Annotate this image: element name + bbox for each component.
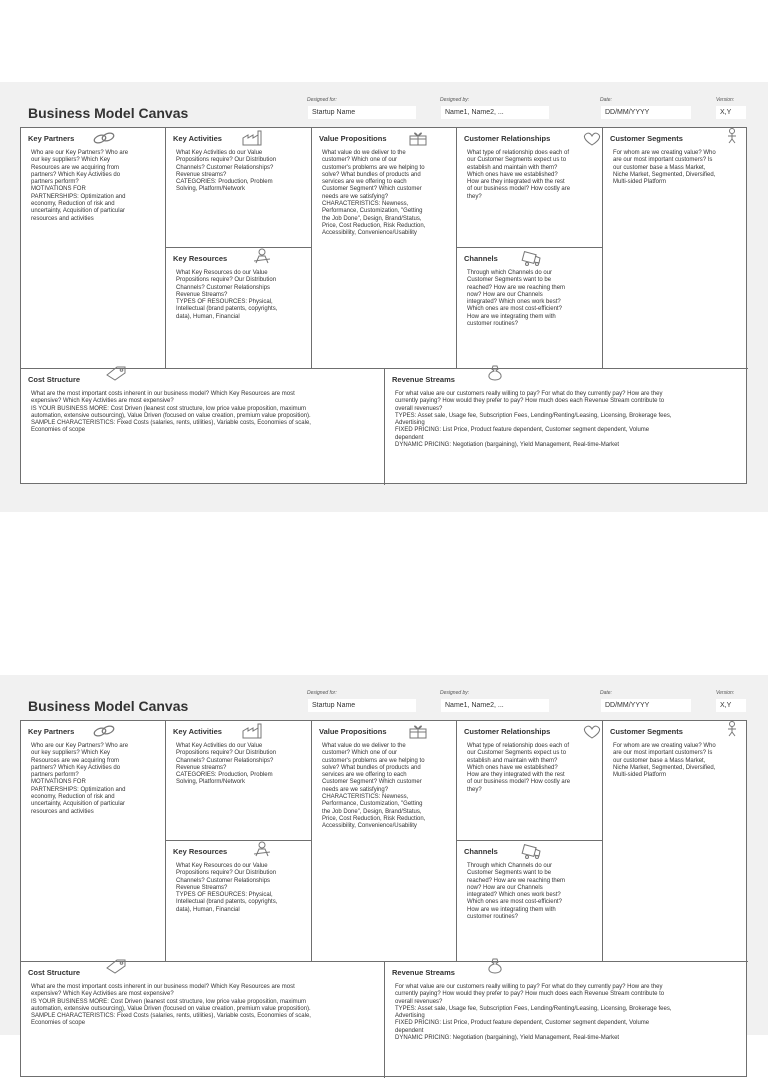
cost-structure-block[interactable]	[21, 962, 384, 1078]
text-line: Propositions require? Our Distribution	[176, 750, 277, 757]
text-line: Solving, Platform/Network	[176, 779, 246, 786]
text-line: services are we offering to each	[322, 772, 407, 779]
text-line: CHARACTERISTICS: Newness,	[322, 794, 409, 801]
worker-icon	[250, 841, 272, 857]
text-line: What type of relationship does each of	[467, 743, 570, 749]
customer-relationships-title: Customer Relationships	[464, 727, 551, 736]
date-field[interactable]: DD/MM/YYYY	[601, 699, 691, 712]
text-line: Channels? Customer Relationships?	[176, 757, 274, 764]
text-line: Channels? Customer Relationships	[176, 284, 271, 291]
customer-segments-title: Customer Segments	[610, 134, 683, 143]
canvas-grid	[20, 127, 747, 484]
truck-icon	[521, 843, 543, 859]
text-line: Revenue streams?	[176, 171, 227, 178]
text-line: customer's problems are we helping to	[322, 757, 425, 764]
text-line: data), Human, Financial	[176, 313, 240, 320]
channels-block[interactable]	[457, 248, 602, 368]
text-line: For what value are our customers really willing to pay? For what do they currently pay? How are they	[395, 391, 663, 397]
text-line: resources and activities	[31, 808, 94, 815]
customer-relationships-text	[467, 743, 570, 794]
text-line: MOTIVATIONS FOR	[31, 779, 86, 786]
revenue-streams-title: Revenue Streams	[392, 968, 455, 977]
version-field[interactable]: X,Y	[716, 106, 746, 119]
text-line: Revenue Streams?	[176, 291, 228, 298]
designed-for-field[interactable]: Startup Name	[308, 699, 416, 712]
factory-icon	[241, 130, 263, 146]
text-line: Through which Channels do our	[467, 270, 553, 276]
key-partners-title: Key Partners	[28, 727, 75, 736]
page-title: Business Model Canvas	[28, 698, 189, 714]
text-line: What Key Resources do our Value	[176, 270, 268, 276]
value-propositions-title: Value Propositions	[319, 727, 387, 736]
text-line: Price, Cost Reduction, Risk Reduction,	[322, 222, 426, 229]
text-line: of our business model? How costly are	[467, 186, 571, 193]
customer-relationships-block[interactable]	[457, 128, 602, 247]
cost-structure-text	[31, 984, 311, 1028]
customer-segments-title: Customer Segments	[610, 727, 683, 736]
heart-icon	[581, 724, 603, 740]
value-propositions-text	[322, 743, 425, 831]
value-propositions-block[interactable]	[312, 128, 456, 368]
canvas-grid	[20, 720, 747, 1077]
text-line: TYPES: Asset sale, Usage fee, Subscription Fees, Lending/Renting/Leasing, Licensing, Brokerage fees,	[395, 1005, 672, 1012]
text-line: reached? How are we reaching them	[467, 284, 566, 291]
text-line: Intellectual (brand patents, copyrights,	[176, 306, 278, 313]
text-line: TYPES: Asset sale, Usage fee, Subscription Fees, Lending/Renting/Leasing, Licensing, Brokerage fees,	[395, 412, 672, 419]
text-line: What Key Activities do our Value	[176, 150, 263, 156]
key-activities-text	[176, 743, 276, 787]
text-line: customer? Which one of our	[322, 750, 398, 757]
text-line: integrated? Which ones work best?	[467, 892, 561, 899]
key-activities-block[interactable]	[166, 128, 311, 247]
date-label: Date:	[600, 690, 612, 696]
key-partners-text	[31, 150, 128, 223]
text-line: now? How are our Channels	[467, 291, 543, 298]
text-line: Customer Segment? Which customer	[322, 186, 422, 193]
person-icon	[721, 128, 743, 144]
text-line: our Customer Segments expect us to	[467, 157, 567, 164]
key-activities-title: Key Activities	[173, 727, 222, 736]
revenue-streams-block[interactable]	[385, 369, 748, 485]
worker-icon	[250, 248, 272, 264]
key-resources-block[interactable]	[166, 841, 311, 961]
text-line: integrated? Which ones work best?	[467, 299, 561, 306]
text-line: economy, Reduction of risk and	[31, 794, 115, 801]
text-line: PARTNERSHIPS: Optimization and	[31, 786, 126, 793]
text-line: Customer Segment? Which customer	[322, 779, 422, 786]
channels-title: Channels	[464, 847, 498, 856]
key-resources-text	[176, 863, 277, 914]
text-line: uncertainty, Acquisition of particular	[31, 208, 125, 215]
text-line: Resources are we acquiring from	[31, 164, 120, 171]
value-propositions-text	[322, 150, 425, 238]
key-activities-text	[176, 150, 276, 194]
person-icon	[721, 721, 743, 737]
price-tag-icon	[105, 365, 127, 381]
text-line: the Job Done", Design, Brand/Status,	[322, 215, 422, 222]
cost-structure-block[interactable]	[21, 369, 384, 485]
customer-relationships-text	[467, 150, 570, 201]
key-partners-title: Key Partners	[28, 134, 75, 143]
text-line: our customer base a Mass Market,	[613, 164, 706, 171]
text-line: What are the most important costs inherent in our business model? Which Key Resources are most	[31, 984, 295, 990]
revenue-streams-title: Revenue Streams	[392, 375, 455, 384]
text-line: our Customer Segments expect us to	[467, 750, 567, 757]
text-line: Revenue streams?	[176, 764, 227, 771]
text-line: our key suppliers? Which Key	[31, 750, 111, 757]
customer-segments-block[interactable]	[603, 721, 748, 961]
revenue-streams-text	[395, 391, 672, 449]
customer-segments-block[interactable]	[603, 128, 748, 368]
designed-for-label: Designed for:	[307, 690, 337, 696]
text-line: CATEGORIES: Production, Problem	[176, 179, 273, 186]
text-line: PARTNERSHIPS: Optimization and	[31, 193, 126, 200]
designed-by-field[interactable]: Name1, Name2, ...	[441, 699, 549, 712]
price-tag-icon	[105, 958, 127, 974]
text-line: partners perform?	[31, 772, 79, 779]
text-line: Performance, Customization, "Getting	[322, 801, 423, 808]
text-line: What value do we deliver to the	[322, 150, 406, 156]
text-line: TYPES OF RESOURCES: Physical,	[176, 892, 273, 899]
text-line: How are we integrating them with	[467, 313, 556, 320]
key-activities-block[interactable]	[166, 721, 311, 840]
text-line: currently paying? How would they prefer to pay? How much does each Revenue Stream contribute to	[395, 991, 665, 998]
text-line: data), Human, Financial	[176, 906, 240, 913]
page-title: Business Model Canvas	[28, 105, 189, 121]
text-line: How are they integrated with the rest	[467, 772, 565, 779]
key-activities-title: Key Activities	[173, 134, 222, 143]
text-line: What value do we deliver to the	[322, 743, 406, 749]
cost-structure-title: Cost Structure	[28, 968, 81, 977]
text-line: Propositions require? Our Distribution	[176, 870, 277, 877]
text-line: currently paying? How would they prefer to pay? How much does each Revenue Stream contribute to	[395, 398, 665, 405]
text-line: Solving, Platform/Network	[176, 186, 246, 193]
text-line: FIXED PRICING: List Price, Product feature dependent, Customer segment dependent, Volume	[395, 1020, 650, 1027]
text-line: our key suppliers? Which Key	[31, 157, 111, 164]
customer-relationships-title: Customer Relationships	[464, 134, 551, 143]
key-partners-text	[31, 743, 128, 816]
text-line: Which ones are most cost-efficient?	[467, 306, 562, 313]
date-label: Date:	[600, 97, 612, 103]
version-field[interactable]: X,Y	[716, 699, 746, 712]
text-line: Which ones have we established?	[467, 171, 558, 178]
text-line: establish and maintain with them?	[467, 757, 558, 764]
text-line: they?	[467, 786, 482, 793]
text-line: economy, Reduction of risk and	[31, 201, 115, 208]
text-line: What type of relationship does each of	[467, 150, 570, 156]
text-line: IS YOUR BUSINESS MORE: Cost Driven (leanest cost structure, low price value proposition, maximum	[31, 405, 306, 412]
version-label: Version:	[716, 97, 735, 103]
text-line: resources and activities	[31, 215, 94, 222]
text-line: TYPES OF RESOURCES: Physical,	[176, 299, 273, 306]
text-line: partners? Which Key Activities do	[31, 171, 121, 178]
text-line: Advertising	[395, 1013, 425, 1020]
revenue-streams-block[interactable]	[385, 962, 748, 1078]
text-line: IS YOUR BUSINESS MORE: Cost Driven (leanest cost structure, low price value proposition, maximum	[31, 998, 306, 1005]
canvas-sheet	[0, 675, 768, 1042]
value-propositions-block[interactable]	[312, 721, 456, 961]
text-line: SAMPLE CHARACTERISTICS: Fixed Costs (salaries, rents, utilities), Variable costs, Economies of scale,	[31, 1013, 311, 1020]
text-line: How are they integrated with the rest	[467, 179, 565, 186]
text-line: customer routines?	[467, 321, 519, 328]
text-line: Resources are we acquiring from	[31, 757, 120, 764]
text-line: For whom are we creating value? Who	[613, 743, 716, 749]
text-line: the Job Done", Design, Brand/Status,	[322, 808, 422, 815]
key-resources-title: Key Resources	[173, 254, 228, 263]
text-line: are our most important customers? Is	[613, 750, 713, 757]
text-line: customer routines?	[467, 914, 519, 921]
designed-by-field[interactable]: Name1, Name2, ...	[441, 106, 549, 119]
text-line: Accessibility, Convenience/Usability	[322, 230, 417, 237]
text-line: Niche Market, Segmented, Diversified,	[613, 764, 716, 771]
text-line: solve? What bundles of products and	[322, 764, 421, 771]
chain-link-icon	[93, 724, 115, 740]
text-line: solve? What bundles of products and	[322, 171, 421, 178]
text-line: What are the most important costs inherent in our business model? Which Key Resources are most	[31, 391, 295, 397]
text-line: Channels? Customer Relationships	[176, 877, 271, 884]
text-line: Multi-sided Platform	[613, 179, 667, 186]
text-line: For whom are we creating value? Who	[613, 150, 716, 156]
text-line: dependent	[395, 1027, 424, 1034]
text-line: are our most important customers? Is	[613, 157, 713, 164]
customer-segments-text	[613, 743, 716, 779]
text-line: MOTIVATIONS FOR	[31, 186, 86, 193]
text-line: Advertising	[395, 420, 425, 427]
money-bag-icon	[484, 958, 506, 974]
text-line: overall revenues?	[395, 998, 443, 1005]
version-label: Version:	[716, 690, 735, 696]
text-line: customer's problems are we helping to	[322, 164, 425, 171]
channels-text	[467, 863, 565, 921]
text-line: DYNAMIC PRICING: Negotiation (bargaining), Yield Management, Real-time-Market	[395, 1035, 620, 1042]
text-line: Customer Segments want to be	[467, 277, 552, 284]
cost-structure-text	[31, 391, 311, 435]
channels-title: Channels	[464, 254, 498, 263]
text-line: overall revenues?	[395, 405, 443, 412]
chain-link-icon	[93, 131, 115, 147]
text-line: establish and maintain with them?	[467, 164, 558, 171]
text-line: expensive? Which Key Activities are most expensive?	[31, 398, 174, 405]
text-line: needs are we satisfying?	[322, 786, 389, 793]
text-line: Multi-sided Platform	[613, 772, 667, 779]
text-line: Niche Market, Segmented, Diversified,	[613, 171, 716, 178]
text-line: Performance, Customization, "Getting	[322, 208, 423, 215]
designed-by-label: Designed by:	[440, 690, 470, 696]
designed-by-label: Designed by:	[440, 97, 470, 103]
factory-icon	[241, 723, 263, 739]
key-resources-block[interactable]	[166, 248, 311, 368]
text-line: Propositions require? Our Distribution	[176, 157, 277, 164]
date-field[interactable]: DD/MM/YYYY	[601, 106, 691, 119]
gift-icon	[407, 130, 429, 146]
designed-for-label: Designed for:	[307, 97, 337, 103]
text-line: Who are our Key Partners? Who are	[31, 743, 129, 749]
text-line: needs are we satisfying?	[322, 193, 389, 200]
key-resources-text	[176, 270, 277, 321]
text-line: dependent	[395, 434, 424, 441]
text-line: FIXED PRICING: List Price, Product feature dependent, Customer segment dependent, Volume	[395, 427, 650, 434]
text-line: Revenue Streams?	[176, 884, 228, 891]
text-line: Accessibility, Convenience/Usability	[322, 823, 417, 830]
text-line: Economies of scope	[31, 1020, 86, 1027]
text-line: Who are our Key Partners? Who are	[31, 150, 129, 156]
text-line: partners perform?	[31, 179, 79, 186]
text-line: our customer base a Mass Market,	[613, 757, 706, 764]
truck-icon	[521, 250, 543, 266]
channels-text	[467, 270, 565, 328]
text-line: of our business model? How costly are	[467, 779, 571, 786]
text-line: Customer Segments want to be	[467, 870, 552, 877]
text-line: automation, extensive outsourcing), Value Driven (focused on value creation, premium value proposition).	[31, 1005, 311, 1012]
text-line: partners? Which Key Activities do	[31, 764, 121, 771]
text-line: customer? Which one of our	[322, 157, 398, 164]
text-line: SAMPLE CHARACTERISTICS: Fixed Costs (salaries, rents, utilities), Variable costs, Economies of scale,	[31, 420, 311, 427]
gift-icon	[407, 723, 429, 739]
text-line: expensive? Which Key Activities are most expensive?	[31, 991, 174, 998]
channels-block[interactable]	[457, 841, 602, 961]
text-line: CHARACTERISTICS: Newness,	[322, 201, 409, 208]
text-line: reached? How are we reaching them	[467, 877, 566, 884]
heart-icon	[581, 131, 603, 147]
value-propositions-title: Value Propositions	[319, 134, 387, 143]
key-resources-title: Key Resources	[173, 847, 228, 856]
designed-for-field[interactable]: Startup Name	[308, 106, 416, 119]
text-line: Which ones are most cost-efficient?	[467, 899, 562, 906]
customer-segments-text	[613, 150, 716, 186]
text-line: What Key Activities do our Value	[176, 743, 263, 749]
customer-relationships-block[interactable]	[457, 721, 602, 840]
key-partners-block[interactable]	[21, 128, 165, 368]
text-line: Through which Channels do our	[467, 863, 553, 869]
text-line: now? How are our Channels	[467, 884, 543, 891]
text-line: Economies of scope	[31, 427, 86, 434]
text-line: What Key Resources do our Value	[176, 863, 268, 869]
text-line: Propositions require? Our Distribution	[176, 277, 277, 284]
text-line: uncertainty, Acquisition of particular	[31, 801, 125, 808]
text-line: Intellectual (brand patents, copyrights,	[176, 899, 278, 906]
text-line: Price, Cost Reduction, Risk Reduction,	[322, 815, 426, 822]
cost-structure-title: Cost Structure	[28, 375, 81, 384]
revenue-streams-text	[395, 984, 672, 1042]
key-partners-block[interactable]	[21, 721, 165, 961]
text-line: For what value are our customers really willing to pay? For what do they currently pay? How are they	[395, 984, 663, 990]
text-line: automation, extensive outsourcing), Value Driven (focused on value creation, premium value proposition).	[31, 412, 311, 419]
text-line: they?	[467, 193, 482, 200]
text-line: Which ones have we established?	[467, 764, 558, 771]
text-line: services are we offering to each	[322, 179, 407, 186]
text-line: CATEGORIES: Production, Problem	[176, 772, 273, 779]
canvas-sheet	[0, 82, 768, 512]
text-line: Channels? Customer Relationships?	[176, 164, 274, 171]
text-line: DYNAMIC PRICING: Negotiation (bargaining), Yield Management, Real-time-Market	[395, 442, 620, 449]
text-line: How are we integrating them with	[467, 906, 556, 913]
money-bag-icon	[484, 365, 506, 381]
